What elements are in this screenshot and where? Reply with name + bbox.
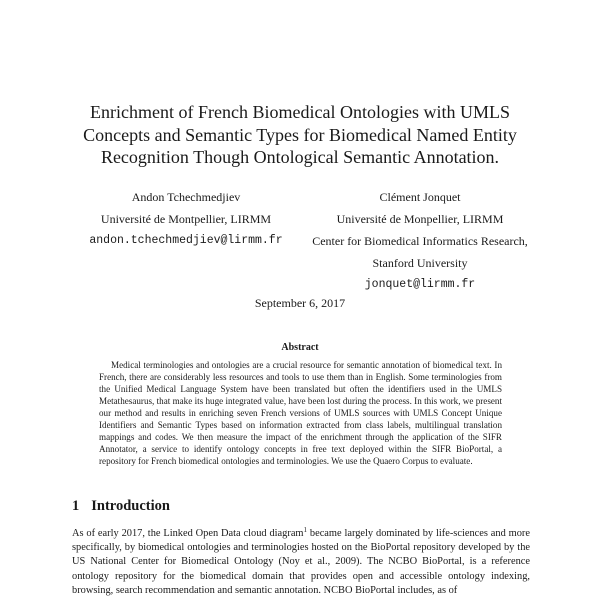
author-block-jonquet (300, 186, 540, 296)
section-heading-introduction (72, 498, 170, 515)
author-affiliation-2: Center for Biomedical Informatics Research, (312, 234, 528, 248)
author-email: jonquet@lirmm.fr (364, 278, 476, 291)
author-name: Clément Jonquet (379, 190, 461, 204)
intro-paragraph (72, 527, 530, 598)
author-affiliation-3: Stanford University (372, 256, 468, 270)
author-affiliation: Université de Montpellier, LIRMM (100, 212, 272, 226)
section-number: 1 (72, 498, 80, 514)
paper-title (60, 101, 540, 169)
author-block-tchechmedjiev (76, 186, 296, 252)
abstract-text: Medical terminologies and ontologies are a crucial resource for semantic annotation of biomedical text. In French, there are considerably less resources and tools to use them than in English. Some terminologies from the Unified Medical Language System have been translated but often the identifiers used in the UMLS Metathesaurus, that make its huge integrated value, have been lost during the process. In this work, we present our method and results in enriching seven French versions of UMLS sources with UMLS Concept Unique Identifiers and Semantic Types based on information extracted from class labels, multilingual translation mappings and codes. We then measure the impact of the enrichment through the application of the SIFR Annotator, a service to identify ontology concepts in free text deployed within the SIFR BioPortal, a repository for French biomedical ontologies and terminologies. We use the Quaero Corpus to evaluate. (99, 360, 502, 466)
author-affiliation: Université de Monpellier, LIRMM (336, 212, 504, 226)
author-email: andon.tchechmedjiev@lirmm.fr (89, 234, 283, 247)
abstract-heading: Abstract (281, 342, 319, 353)
author-name: Andon Tchechmedjiev (131, 190, 241, 204)
paper-date: September 6, 2017 (254, 296, 346, 310)
section-title: Introduction (91, 498, 170, 514)
footnote-marker[interactable]: 1 (303, 526, 308, 534)
title-line: Recognition Though Ontological Semantic Annotation. (100, 147, 500, 167)
title-line: Concepts and Semantic Types for Biomedical Named Entity (83, 124, 517, 145)
intro-text: As of early 2017, the Linked Open Data cloud diagram (72, 528, 304, 539)
title-line: Enrichment of French Biomedical Ontologies with UMLS (90, 102, 510, 122)
intro-text: became largely dominated by life-sciences and more specifically, by biomedical ontologies and terminologies hosted on the BioPortal repository developed by the US National Center for Biomedical Ontology (Noy et al., 2009). The NCBO BioPortal, is a reference ontology repository for the biomedical domain that provides open and accessible ontology indexing, browsing, search recommendation and semantic annotation. NCBO BioPortal includes, as of (72, 528, 530, 596)
